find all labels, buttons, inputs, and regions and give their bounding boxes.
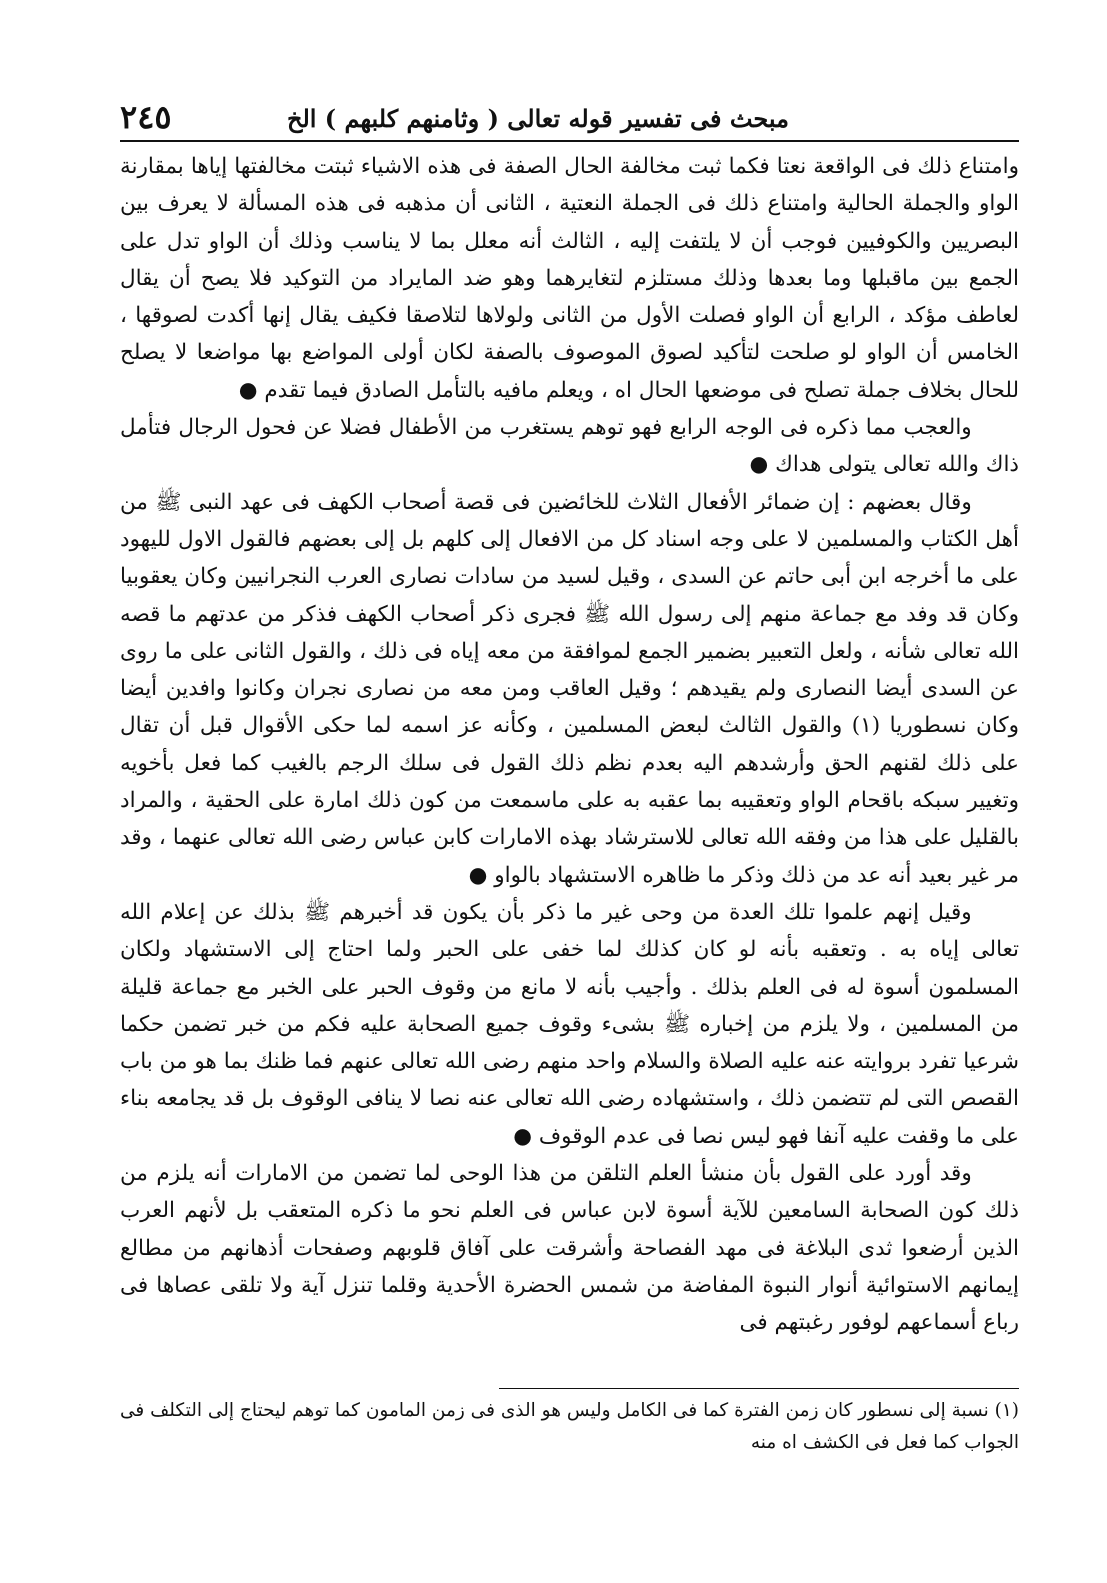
running-title: مبحث فى تفسير قوله تعالى ( وثامنهم كلبهم ) الخ: [286, 104, 789, 133]
paragraph: والعجب مما ذكره فى الوجه الرابع فهو توهم يستغرب من الأطفال فضلا عن فحول الرجال فتأمل ذاك والله تعالى يتولى هداك ●: [120, 415, 1019, 478]
paragraph: وقال بعضهم : إن ضمائر الأفعال الثلاث للخائضين فى قصة أصحاب الكهف فى عهد النبى ﷺ من أهل الكتاب والمسلمين لا على وجه اسناد كل من الافعال إلى كلهم بل إلى بعضهم فالقول الاول لليهود على ما أخرجه ابن أبى حاتم عن السدى ، وقيل لسيد من سادات نصارى العرب النجرانيين وكان يعقوبيا وكان قد وفد مع جماعة منهم إلى رسول الله ﷺ فجرى ذكر أصحاب الكهف فذكر من عدتهم ما قصه الله تعالى شأنه ، ولعل التعبير بضمير الجمع لموافقة من معه إياه فى ذلك ، والقول الثانى على ما روى عن السدى أيضا النصارى ولم يقيدهم ؛ وقيل العاقب ومن معه من نصارى نجران وكانوا وافدين أيضا وكان نسطوريا (١) والقول الثالث لبعض المسلمين ، وكأنه عز اسمه لما حكى الأقوال قبل أن تقال على ذلك لقنهم الحق وأرشدهم اليه بعدم نظم ذلك القول فى سلك الرجم بالغيب كما فعل بأخويه وتغيير سبكه باقحام الواو وتعقيبه بما عقبه به على ماسمعت من كون ذلك امارة على الحقية ، والمراد بالقليل على هذا من وفقه الله تعالى للاسترشاد بهذه الامارات كابن عباس رضى الله تعالى عنهما ، وقد مر غير بعيد أنه عد من ذلك وذكر ما ظاهره الاستشهاد بالواو ●: [120, 489, 1020, 888]
page-header: [120, 96, 1019, 142]
paragraph: وقيل إنهم علموا تلك العدة من وحى غير ما ذكر بأن يكون قد أخبرهم ﷺ بذلك عن إعلام الله تعالى إياه به . وتعقبه بأنه لو كان كذلك لما خفى على الحبر ولما احتاج إلى الاستشهاد ولكان المسلمون أسوة له فى العلم بذلك . وأجيب بأنه لا مانع من وقوف الحبر على الخبر مع جماعة قليلة من المسلمين ، ولا يلزم من إخباره ﷺ بشىء وقوف جميع الصحابة عليه فكم من خبر تضمن حكما شرعيا تفرد بروايته عنه عليه الصلاة والسلام واحد منهم رضى الله تعالى عنهم فما ظنك بما هو من باب القصص التى لم تتضمن ذلك ، واستشهاده رضى الله تعالى عنه نصا لا ينافى الوقوف بل قد يجامعه بناء على ما وقفت عليه آنفا فهو ليس نصا فى عدم الوقوف ●: [120, 899, 1019, 1149]
page-number: ٢٤٥: [120, 98, 172, 136]
main-text: [120, 148, 1019, 1342]
paragraph: وامتناع ذلك فى الواقعة نعتا فكما ثبت مخالفة الحال الصفة فى هذه الاشياء ثبتت مخالفتها إياها بمقارنة الواو والجملة الحالية وامتناع ذلك فى الجملة النعتية ، الثانى أن مذهبه فى هذه المسألة لا يعرف بين البصريين والكوفيين فوجب أن لا يلتفت إليه ، الثالث أنه معلل بما لا يناسب وذلك أن الواو تدل على الجمع بين ماقبلها وما بعدها وذلك مستلزم لتغايرهما وهو ضد المايراد من التوكيد فلا يصح أن يقال لعاطف مؤكد ، الرابع أن الواو فصلت الأول من الثانى ولولاها لتلاصقا فكيف يقال إنها أكدت لصوقها ، الخامس أن الواو لو صلحت لتأكيد لصوق الموصوف بالصفة لكان أولى المواضع بها مواضعا لا يصلح للحال بخلاف جملة تصلح فى موضعها الحال اه ، ويعلم مافيه بالتأمل الصادق فيما تقدم ●: [120, 154, 1019, 403]
footnote: [120, 1395, 1019, 1459]
footnote-divider: [499, 1388, 1019, 1389]
footnote-text: (١) نسبة إلى نسطور كان زمن الفترة كما فى الكامل وليس هو الذى فى زمن المامون كما توهم ليحتاج إلى التكلف فى الجواب كما فعل فى الكشف اه منه: [120, 1400, 1019, 1453]
paragraph: وقد أورد على القول بأن منشأ العلم التلقن من هذا الوحى لما تضمن من الامارات أنه يلزم من ذلك كون الصحابة السامعين للآية أسوة لابن عباس فى العلم نحو ما ذكره المتعقب بل لأنهم العرب الذين أرضعوا ثدى البلاغة فى مهد الفصاحة وأشرقت على آفاق قلوبهم وصفحات أذهانهم من مطالع إيمانهم الاستوائية أنوار النبوة المفاضة من شمس الحضرة الأحدية وقلما تنزل آية ولا تلقى عصاها فى رباع أسماعهم لوفور رغبتهم فى: [120, 1161, 1019, 1336]
footnotes: [120, 1388, 1019, 1459]
